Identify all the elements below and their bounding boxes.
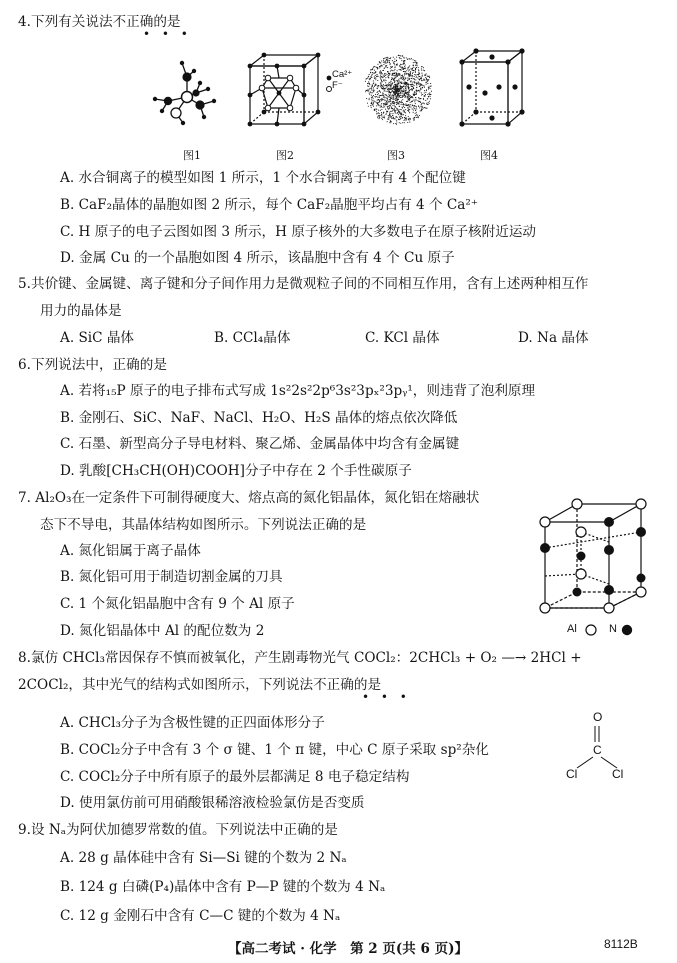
- q9-option-b: B. 124 g 白磷(P₄)晶体中含有 P—P 键的个数为 4 Nₐ: [60, 879, 386, 895]
- q6-stem: 6.下列说法中，正确的是: [18, 357, 167, 373]
- legend-ca-label: Ca²⁺: [332, 69, 353, 80]
- q9-option-a: A. 28 g 晶体硅中含有 Si—Si 键的个数为 2 Nₐ: [60, 850, 347, 866]
- n-legend-icon: [621, 624, 633, 636]
- q5-option-a: A. SiC 晶体: [60, 330, 135, 346]
- q4-option-a: A. 水合铜离子的模型如图 1 所示，1 个水合铜离子中有 4 个配位键: [60, 170, 466, 186]
- figure-1-hydrated-copper-ion: [150, 55, 230, 135]
- figure-3-caption: 图3: [387, 149, 405, 162]
- q5-stem-line1: 5.共价键、金属键、离子键和分子间作用力是微观粒子间的不同相互作用，含有上述两种相互作: [18, 276, 589, 292]
- phosgene-o-atom: O: [593, 710, 603, 724]
- phosgene-bonds: [560, 722, 640, 772]
- legend-f-label: F⁻: [332, 80, 343, 91]
- q8-option-c: C. COCl₂分子中所有原子的最外层都满足 8 电子稳定结构: [60, 769, 410, 785]
- figure-3-electron-cloud: [362, 52, 434, 128]
- q7-option-b: B. 氮化铝可用于制造切割金属的刀具: [60, 569, 283, 585]
- page-footer-code: 8112B: [604, 937, 638, 951]
- q9-option-c: C. 12 g 金刚石中含有 C—C 键的个数为 4 Nₐ: [60, 908, 341, 924]
- q8-stem-line2: 2COCl₂，其中光气的结构式如图所示，下列说法不正确的是: [18, 677, 382, 693]
- q8-emphasis-dots: • • •: [362, 690, 411, 704]
- figure-4-cu-unit-cell: [458, 48, 528, 132]
- q9-stem: 9.设 Nₐ为阿伏加德罗常数的值。下列说法中正确的是: [18, 822, 338, 838]
- figure-2-caption: 图2: [276, 149, 294, 162]
- figure-4-caption: 图4: [480, 149, 498, 162]
- q4-emphasis-dots: • • •: [143, 27, 192, 41]
- figure-1-caption: 图1: [183, 149, 201, 162]
- q4-option-d: D. 金属 Cu 的一个晶胞如图 4 所示，该晶胞中含有 4 个 Cu 原子: [60, 250, 455, 266]
- q5-option-c: C. KCl 晶体: [365, 330, 440, 346]
- q8-option-d: D. 使用氯仿前可用硝酸银稀溶液检验氯仿是否变质: [60, 795, 365, 811]
- legend-al-label: Al: [567, 623, 577, 635]
- q7-option-d: D. 氮化铝晶体中 Al 的配位数为 2: [60, 623, 265, 639]
- q6-option-d: D. 乳酸[CH₃CH(OH)COOH]分子中存在 2 个手性碳原子: [60, 463, 412, 479]
- phosgene-cl-atom-left: Cl: [566, 767, 578, 781]
- q4-option-c: C. H 原子的电子云图如图 3 所示，H 原子核外的大多数电子在原子核附近运动: [60, 224, 537, 240]
- al-legend-icon: [585, 624, 597, 636]
- q5-option-b: B. CCl₄晶体: [214, 330, 291, 346]
- q8-option-a: A. CHCl₃分子为含极性键的正四面体形分子: [60, 715, 325, 731]
- q8-option-b: B. COCl₂分子中含有 3 个 σ 键、1 个 π 键，中心 C 原子采取 sp²杂化: [60, 742, 489, 758]
- q6-option-a: A. 若将₁₅P 原子的电子排布式写成 1s²2s²2p⁶3s²3pₓ²3pᵧ¹，则违背了泡利原理: [60, 383, 536, 399]
- phosgene-cl-atom-right: Cl: [612, 767, 624, 781]
- q8-stem-line1: 8.氯仿 CHCl₃常因保存不慎而被氧化，产生剧毒物光气 COCl₂：2CHCl₃ + O₂ —→ 2HCl +: [18, 650, 582, 666]
- q6-option-c: C. 石墨、新型高分子导电材料、聚乙烯、金属晶体中均含有金属键: [60, 436, 460, 452]
- q7-stem-line1: 7. Al₂O₃在一定条件下可制得硬度大、熔点高的氮化铝晶体，氮化铝在熔融状: [18, 490, 480, 506]
- figure-2-caf2-unit-cell: [244, 52, 324, 132]
- q5-stem-line2: 用力的晶体是: [40, 303, 122, 319]
- q7-option-c: C. 1 个氮化铝晶胞中含有 9 个 Al 原子: [60, 596, 295, 612]
- q7-option-a: A. 氮化铝属于离子晶体: [60, 543, 201, 559]
- phosgene-c-atom: C: [593, 743, 602, 757]
- q4-stem: 4.下列有关说法不正确的是: [18, 14, 181, 30]
- q6-option-b: B. 金刚石、SiC、NaF、NaCl、H₂O、H₂S 晶体的熔点依次降低: [60, 410, 458, 426]
- aln-crystal-structure: [537, 492, 662, 622]
- page-footer-title: 【高二考试 · 化学 第 2 页(共 6 页)】: [228, 941, 468, 957]
- q5-option-d: D. Na 晶体: [518, 330, 589, 346]
- q4-option-b: B. CaF₂晶体的晶胞如图 2 所示，每个 CaF₂晶胞平均占有 4 个 Ca²⁺: [60, 197, 479, 213]
- q7-stem-line2: 态下不导电，其晶体结构如图所示。下列说法正确的是: [40, 517, 367, 533]
- legend-n-label: N: [609, 623, 617, 635]
